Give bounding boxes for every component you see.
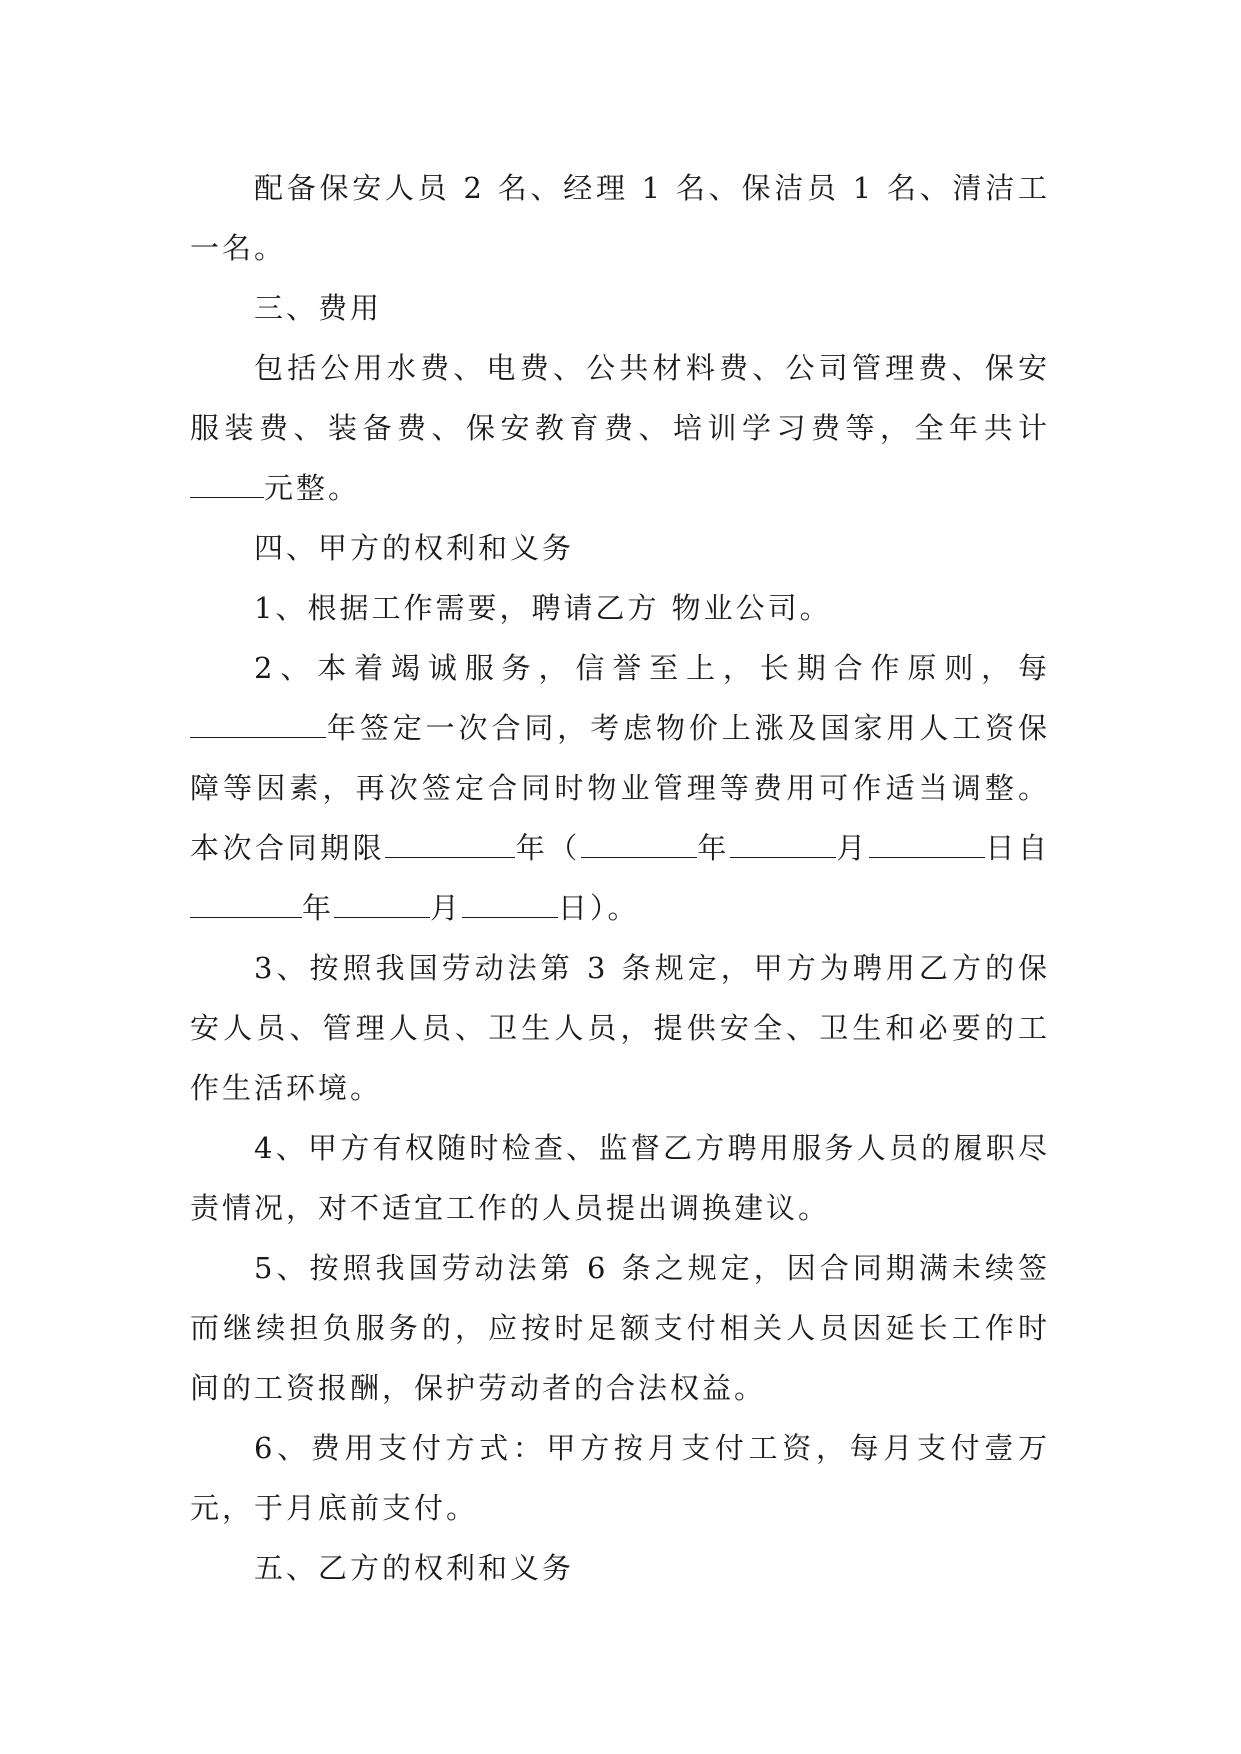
fees-paragraph: [190, 338, 1050, 518]
clause-3-text: 3、按照我国劳动法第 3 条规定，甲方为聘用乙方的保安人员、管理人员、卫生人员，提供安全、卫生和必要的工作生活环境。: [190, 951, 1050, 1105]
start-day-blank: [869, 823, 985, 858]
clause-6-text: 6、费用支付方式：甲方按月支付工资，每月支付壹万元，于月底前支付。: [190, 1431, 1050, 1525]
clause-1-text: 1、根据工作需要，聘请乙方 物业公司。: [254, 591, 832, 625]
clause-5: [190, 1238, 1050, 1418]
clause-2-text-a: 2、本着竭诚服务，信誉至上，长期合作原则，每: [254, 651, 1050, 685]
clause-2-text-e: 月: [835, 831, 869, 865]
clause-5-text: 5、按照我国劳动法第 6 条之规定，因合同期满未续签而继续担负服务的，应按时足额支付相关人员因延长工作时间的工资报酬，保护劳动者的合法权益。: [190, 1251, 1050, 1405]
clause-2-text-h: 月: [430, 891, 463, 925]
section-five-heading: [190, 1538, 1050, 1598]
clause-6: [190, 1418, 1050, 1538]
clause-4-text: 4、甲方有权随时检查、监督乙方聘用服务人员的履职尽责情况，对不适宜工作的人员提出调换建议。: [190, 1131, 1050, 1225]
clause-1: [190, 578, 1050, 638]
annual-total-blank: [190, 463, 264, 498]
clause-2-text-i: 日）。: [558, 891, 640, 925]
clause-3: [190, 938, 1050, 1118]
clause-2-text-d: 年: [696, 831, 730, 865]
section-five-title: 五、乙方的权利和义务: [254, 1551, 575, 1585]
fees-text: 包括公用水费、电费、公共材料费、公司管理费、保安服装费、装备费、保安教育费、培训学习费等，全年共计: [190, 351, 1050, 445]
renewal-years-blank: [190, 703, 326, 738]
start-month-blank: [730, 823, 836, 858]
clause-2-text-f: 日自: [984, 831, 1050, 865]
section-three-title: 三、费用: [254, 291, 383, 325]
staffing-text: 配备保安人员 2 名、经理 1 名、保洁员 1 名、清洁工一名。: [190, 171, 1050, 265]
clause-2: [190, 638, 1050, 938]
end-day-blank: [462, 883, 558, 918]
end-month-blank: [334, 883, 430, 918]
staffing-paragraph: [190, 158, 1050, 278]
section-three-heading: [190, 278, 1050, 338]
document-body: [190, 158, 1050, 1598]
clause-2-text-c: 年（: [515, 831, 581, 865]
clause-2-text-b: 年签定一次合同，考虑物价上涨及国家用人工资保障等因素，再次签定合同时物业管理等费用可作适当调整。本次合同期限: [190, 711, 1050, 865]
end-year-blank: [190, 883, 302, 918]
clause-2-text-g: 年: [302, 891, 335, 925]
section-four-heading: [190, 518, 1050, 578]
term-years-blank: [385, 823, 515, 858]
fees-text-end: 元整。: [264, 471, 361, 505]
start-year-blank: [581, 823, 697, 858]
clause-4: [190, 1118, 1050, 1238]
section-four-title: 四、甲方的权利和义务: [254, 531, 575, 565]
